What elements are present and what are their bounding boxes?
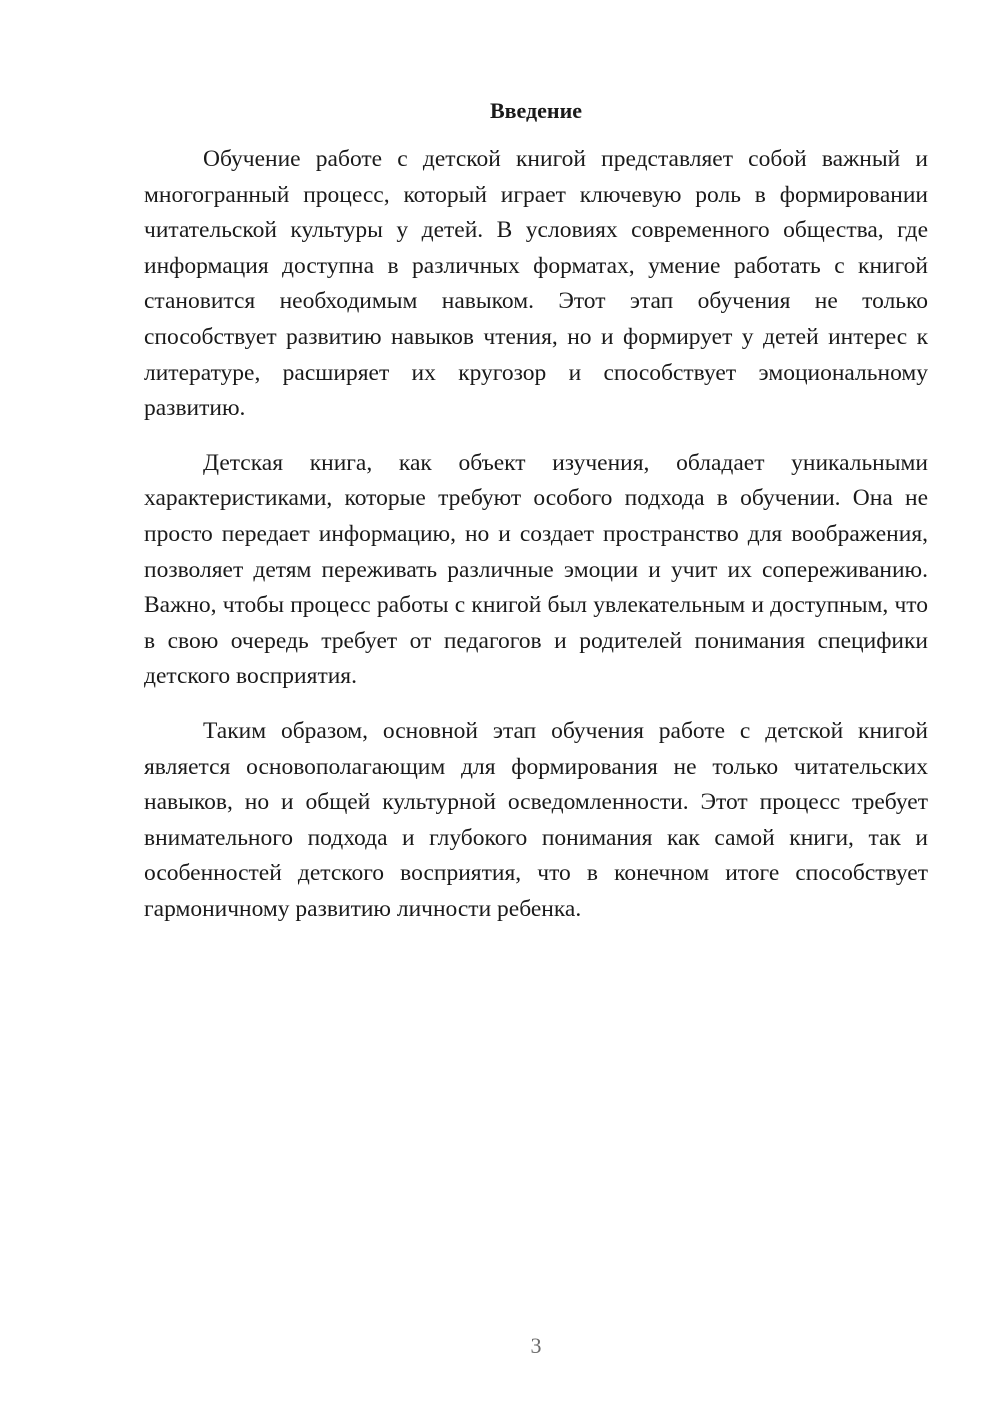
paragraph-3: Таким образом, основной этап обучения работе с детской книгой является основополагающим для формирования не только читательских навыков, но и общей культурной осведомленности. Этот процесс требует внимательного подхода и глубокого понимания как самой книги, так и особенностей детского восприятия, что в конечном итоге способствует гармоничному развитию личности ребенка. [144, 717, 928, 922]
page-content [144, 96, 928, 927]
paragraph-2: Детская книга, как объект изучения, обладает уникальными характеристиками, которые требуют особого подхода в обучении. Она не просто передает информацию, но и создает пространство для воображения, позволяет детям переживать различные эмоции и учит их сопереживанию. Важно, чтобы процесс работы с книгой был увлекательным и доступным, что в свою очередь требует от педагогов и родителей понимания специфики детского восприятия. [144, 449, 928, 690]
paragraph-1: Обучение работе с детской книгой представляет собой важный и многогранный процесс, который играет ключевую роль в формировании читательской культуры у детей. В условиях современного общества, где информация доступна в различных форматах, умение работать с книгой становится необходимым навыком. Этот этап обучения не только способствует развитию навыков чтения, но и формирует у детей интерес к литературе, расширяет их кругозор и способствует эмоциональному развитию. [144, 146, 928, 422]
page-number: 3 [530, 1333, 542, 1358]
section-heading: Введение [489, 98, 583, 123]
